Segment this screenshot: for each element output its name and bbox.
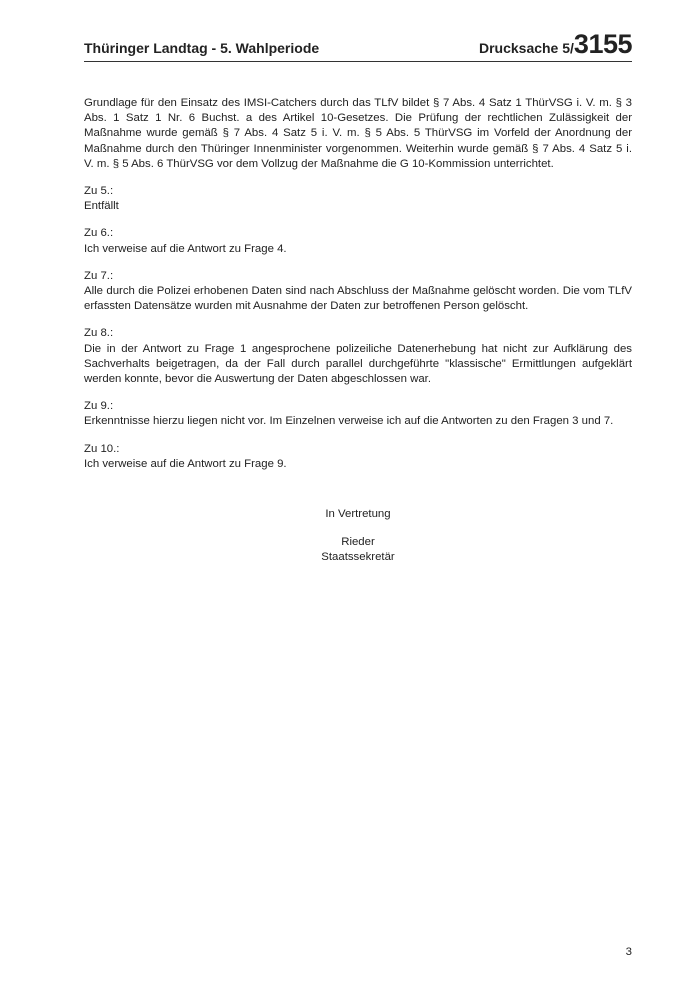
answer-text: Entfällt xyxy=(84,200,119,213)
signature-block xyxy=(84,535,632,565)
answer-section-6 xyxy=(84,226,632,256)
signatory-title: Staatssekretär xyxy=(321,551,395,564)
answer-heading: Zu 5.: xyxy=(84,185,114,198)
page-header xyxy=(84,30,632,62)
answer-section-10 xyxy=(84,442,632,472)
answer-heading: Zu 10.: xyxy=(84,442,120,455)
signature-deputy-line: In Vertretung xyxy=(325,508,391,520)
page-number: 3 xyxy=(625,946,632,958)
answer-text: Alle durch die Polizei erhobenen Daten sind nach Abschluss der Maßnahme gelöscht worden. Die vom TLfV erfassten Datensätze wurden mit Ausnahme der Daten zur betroffenen Person gelöscht. xyxy=(84,285,632,313)
header-rule xyxy=(84,61,632,62)
document-prefix: Drucksache 5/ xyxy=(478,40,574,56)
signatory-name: Rieder xyxy=(341,536,375,548)
answer-section-5 xyxy=(84,184,632,214)
answer-heading: Zu 9.: xyxy=(84,400,114,413)
answer-text: Erkenntnisse hierzu liegen nicht vor. Im Einzelnen verweise ich auf die Antworten zu den Fragen 3 und 7. xyxy=(84,415,614,428)
answer-heading: Zu 6.: xyxy=(84,227,114,240)
document-number-value: 3155 xyxy=(573,29,632,59)
answer-heading: Zu 7.: xyxy=(84,269,114,282)
parliament-title: Thüringer Landtag - 5. Wahlperiode xyxy=(84,40,320,56)
answer-text: Die in der Antwort zu Frage 1 angesprochene polizeiliche Datenerhebung hat nicht zur Aufklärung des Sachverhalts beigetragen, da der Fall durch parallel durchgeführte "klassische" Ermittlungen aufgeklärt werden konnte, bevor die Auswertung der Daten abgeschlossen war. xyxy=(84,342,632,386)
intro-paragraph: Grundlage für den Einsatz des IMSI-Catchers durch das TLfV bildet § 7 Abs. 4 Satz 1 ThürVSG i. V. m. § 3 Abs. 1 Satz 1 Nr. 6 Buchst. a des Artikel 10-Gesetzes. Die Prüfung der rechtlichen Zulässigkeit der Maßnahme wurde gemäß § 7 Abs. 4 Satz 5 i. V. m. § 5 Abs. 5 ThürVSG im Vorfeld der Anordnung der Maßnahme durch den Thüringer Innenminister vorgenommen. Weiterhin wurde gemäß § 7 Abs. 4 Satz 5 i. V. m. § 5 Abs. 6 ThürVSG vor dem Vollzug der Maßnahme die G 10-Kommission unterrichtet. xyxy=(84,97,632,170)
answer-section-8 xyxy=(84,326,632,387)
document-number xyxy=(479,29,632,60)
document-body xyxy=(84,96,632,484)
answer-text: Ich verweise auf die Antwort zu Frage 9. xyxy=(84,457,287,470)
answer-text: Ich verweise auf die Antwort zu Frage 4. xyxy=(84,242,287,255)
answer-heading: Zu 8.: xyxy=(84,327,114,340)
answer-section-7 xyxy=(84,269,632,315)
answer-section-9 xyxy=(84,399,632,429)
